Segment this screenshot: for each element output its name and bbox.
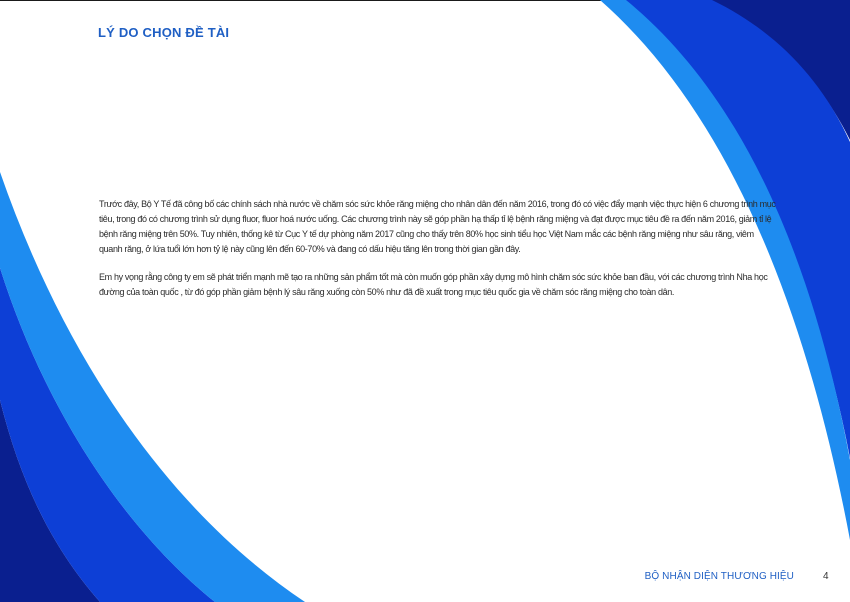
footer-brand-label: BỘ NHẬN DIỆN THƯƠNG HIỆU xyxy=(644,571,794,582)
page-title: LÝ DO CHỌN ĐỀ TÀI xyxy=(98,25,230,40)
body-text-block xyxy=(99,197,779,313)
page-number: 4 xyxy=(823,571,829,582)
paragraph-background: Trước đây, Bộ Y Tế đã công bố các chính sách nhà nước về chăm sóc sức khỏe răng miệng cho nhân dân đến năm 2016, trong đó có việc đẩy mạnh việc thực hiện 6 chương trình mục tiêu, trong đó có chương trình sử dụng fluor, fluor hoá nước uống. Các chương trình này sẽ góp phần hạ thấp tỉ lệ bệnh răng miệng và đạt được mục tiêu đề ra đến năm 2016, giảm tỉ lệ bệnh răng miệng trên 50%. Tuy nhiên, thống kê từ Cục Y tế dự phòng năm 2017 cũng cho thấy trên 80% học sinh tiểu học Việt Nam mắc các bệnh răng miệng như sâu răng, viêm quanh răng, ở lứa tuổi lớn hơn tỷ lệ này cũng lên đến 60-70% và đang có dấu hiệu tăng lên trong thời gian gần đây. xyxy=(99,199,776,254)
paragraph-hope: Em hy vọng rằng công ty em sẽ phát triển mạnh mẽ tạo ra những sản phẩm tốt mà còn muốn góp phần xây dựng mô hình chăm sóc sức khỏe ban đầu, với các chương trình Nha học đường của toàn quốc , từ đó góp phần giảm bệnh lý sâu răng xuống còn 50% như đã đề xuất trong mục tiêu quốc gia về chăm sóc răng miệng cho toàn dân. xyxy=(99,272,768,297)
